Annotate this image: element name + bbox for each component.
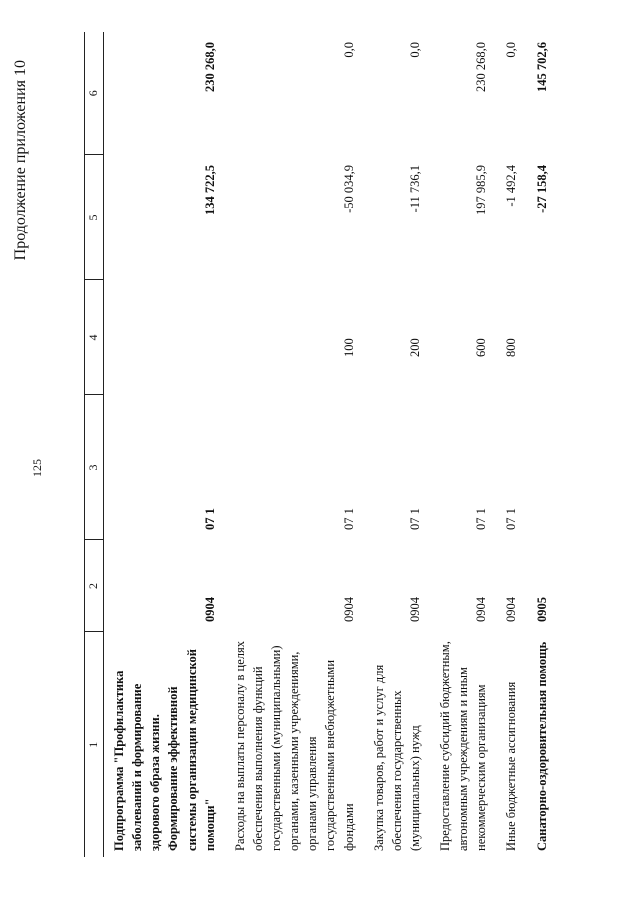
row-expense-type-cell — [527, 280, 557, 395]
row-total-amount-cell: 0,0 — [504, 42, 519, 58]
row-change-amount-cell: 134 722,5 — [202, 165, 217, 215]
row-expense-type-cell — [104, 280, 225, 395]
column-header-5: 5 — [85, 155, 104, 280]
row-program-code-cell — [527, 395, 557, 540]
row-name-cell: Санаторно-оздоровительная помощь — [534, 641, 549, 851]
table-row — [430, 32, 496, 857]
row-total-amount-cell: 230 268,0 — [202, 42, 217, 92]
row-name-cell: Иные бюджетные ассигнования — [504, 681, 519, 851]
row-program-code-cell: 07 1 — [474, 508, 489, 530]
column-header-3: 3 — [85, 395, 104, 540]
column-header-6: 6 — [85, 32, 104, 155]
row-section-code-cell: 0904 — [202, 597, 217, 622]
row-change-amount-cell: -1 492,4 — [504, 165, 519, 207]
row-total-amount-cell: 230 268,0 — [474, 42, 489, 92]
table-row — [527, 32, 557, 857]
row-program-code-cell: 07 1 — [341, 508, 356, 530]
row-expense-type-cell: 200 — [407, 338, 422, 357]
row-name-cell: Подпрограмма "Профилактика заболеваний и формирование здорового образа жизни. Формирование эффективной системы организации медицинской помощи" — [112, 649, 217, 851]
column-header-1: 1 — [85, 632, 104, 857]
row-change-amount-cell: -11 736,1 — [407, 165, 422, 213]
table-row — [225, 32, 364, 857]
row-change-amount-cell: -50 034,9 — [341, 165, 356, 213]
table-body — [104, 32, 557, 857]
row-name-cell: Предоставление субсидий бюджетным, автономным учреждениям и иным некоммерческим организациям — [438, 641, 489, 851]
row-expense-type-cell: 100 — [341, 338, 356, 357]
table-row — [104, 32, 225, 857]
row-change-amount-cell: 197 985,9 — [474, 165, 489, 215]
table-row — [364, 32, 430, 857]
row-total-amount-cell: 0,0 — [341, 42, 356, 58]
row-section-code-cell: 0904 — [504, 597, 519, 622]
page-number: 125 — [30, 459, 44, 477]
row-section-code-cell: 0904 — [341, 597, 356, 622]
row-expense-type-cell: 600 — [474, 338, 489, 357]
row-section-code-cell: 0905 — [534, 597, 549, 622]
header-row — [85, 32, 104, 857]
row-program-code-cell: 07 1 — [407, 508, 422, 530]
row-section-code-cell: 0904 — [474, 597, 489, 622]
column-header-2: 2 — [85, 540, 104, 632]
row-program-code-cell: 07 1 — [504, 508, 519, 530]
row-name-cell: Расходы на выплаты персоналу в целях обеспечения выполнения функций государственными (муниципальными) органами, казенными учреждениями, органами управления государственными внебюджетными фондами — [232, 641, 356, 851]
row-total-amount-cell: 145 702,6 — [534, 42, 549, 92]
table-row — [496, 32, 526, 857]
column-header-4: 4 — [85, 280, 104, 395]
row-name-cell: Закупка товаров, работ и услуг для обеспечения государственных (муниципальных) нужд — [371, 664, 422, 851]
row-total-amount-cell: 0,0 — [407, 42, 422, 58]
row-program-code-cell: 07 1 — [202, 508, 217, 530]
row-change-amount-cell: -27 158,4 — [534, 165, 549, 213]
row-expense-type-cell: 800 — [504, 338, 519, 357]
appendix-continuation-label: Продолжение приложения 10 — [12, 60, 29, 261]
budget-table — [84, 32, 557, 857]
row-section-code-cell: 0904 — [407, 597, 422, 622]
